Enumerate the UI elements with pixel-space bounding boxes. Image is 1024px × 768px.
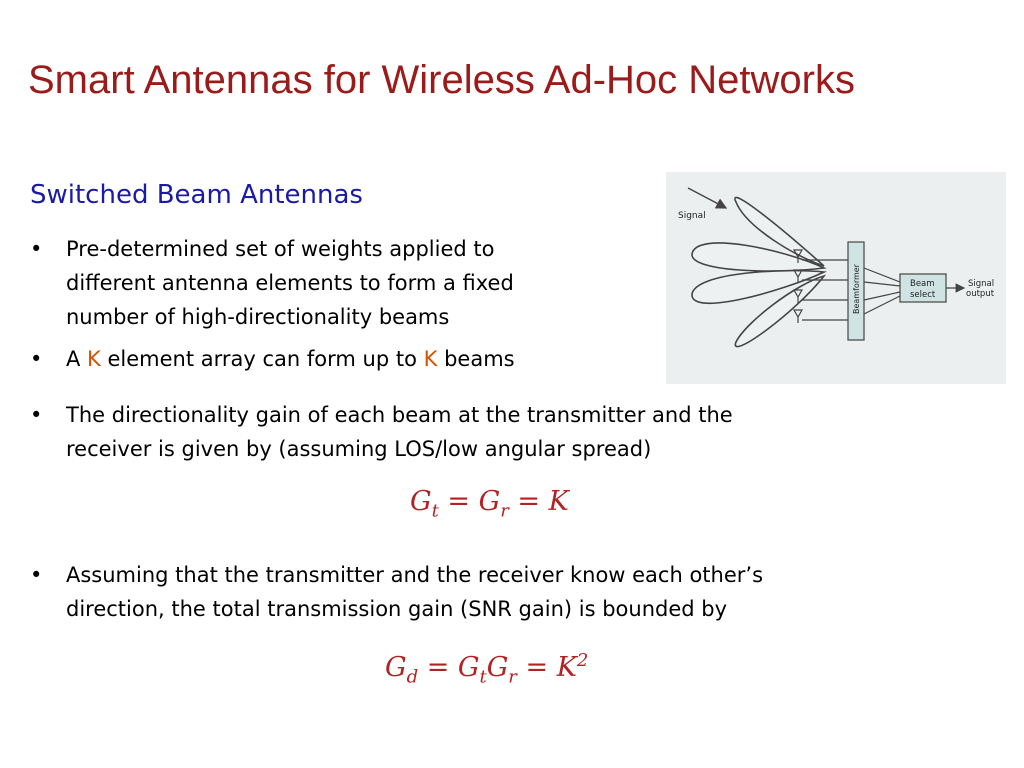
bullet-line: receiver is given by (assuming LOS/low angular spread)	[66, 437, 652, 461]
signal-label: Signal	[678, 211, 706, 221]
bullet-total-transmission-gain	[30, 558, 763, 626]
bullet-line: Pre-determined set of weights applied to	[66, 237, 495, 261]
beam-lobes	[692, 197, 824, 346]
bullet-line: number of high-directionality beams	[66, 305, 450, 329]
signal-output-label: Signal	[968, 279, 995, 289]
equation-directionality-gain: $G_t = G_r = K$	[410, 486, 569, 522]
signal-output-label: output	[966, 289, 995, 299]
section-heading: Switched Beam Antennas	[30, 180, 363, 210]
beamformer-figure	[666, 172, 1006, 384]
slide-title: Smart Antennas for Wireless Ad-Hoc Networks	[28, 58, 855, 102]
bullet-predetermined-weights	[30, 232, 514, 334]
bullet-directionality-gain	[30, 398, 733, 466]
bullet-marker: •	[30, 347, 43, 371]
bullet-line: The directionality gain of each beam at the transmitter and the	[66, 403, 733, 427]
bullet-marker: •	[30, 237, 43, 261]
beam-select-label: Beam	[910, 279, 935, 289]
beamformer-label: Beamformer	[852, 264, 861, 314]
antenna-element-icon	[794, 310, 802, 323]
bullet-line: different antenna elements to form a fixed	[66, 271, 514, 295]
k-variable: K	[423, 347, 438, 371]
bullet-k-element-array	[30, 342, 515, 376]
bullet-marker: •	[30, 563, 43, 587]
beam-select-label: select	[910, 290, 936, 300]
signal-arrow-icon	[688, 188, 726, 208]
bullet-line: direction, the total transmission gain (SNR gain) is bounded by	[66, 597, 728, 621]
switched-beam-diagram	[666, 172, 1006, 384]
bullet-line: Assuming that the transmitter and the receiver know each other’s	[66, 563, 764, 587]
bullet-line	[66, 342, 515, 376]
equation-total-gain: $G_d = G_tG_r = K^2$	[385, 650, 589, 688]
bullet-marker: •	[30, 403, 43, 427]
text-segment: beams	[437, 347, 515, 371]
k-variable: K	[87, 347, 101, 371]
text-segment: element array can form up to	[100, 347, 424, 371]
text-segment: A	[66, 347, 88, 371]
